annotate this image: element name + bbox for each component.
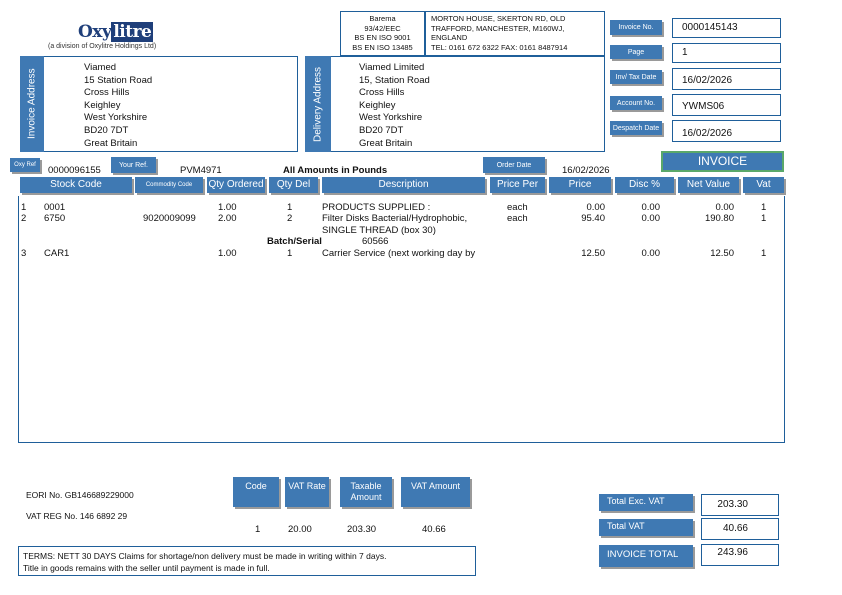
invoice-address-line: BD20 7DT bbox=[84, 124, 129, 136]
account-label: Account No. bbox=[610, 96, 662, 110]
delivery-address-line: West Yorkshire bbox=[359, 112, 423, 124]
invoice-no-label: Invoice No. bbox=[610, 20, 662, 35]
col-disc: Disc % bbox=[615, 177, 674, 193]
vat-amount-label: VAT Amount bbox=[401, 477, 470, 507]
invoice-address-line: Viamed bbox=[84, 62, 117, 73]
your-ref-value: PVM4971 bbox=[180, 165, 222, 176]
delivery-address-line: 15, Station Road bbox=[359, 74, 430, 86]
vat-rate-label: VAT Rate bbox=[285, 477, 329, 507]
invoice-address-line: West Yorkshire bbox=[84, 112, 148, 124]
row-line: 2 bbox=[21, 213, 27, 224]
row-net-value: 190.80 bbox=[704, 213, 734, 224]
col-qty-del: Qty Del bbox=[269, 177, 318, 193]
order-date-label: Order Date bbox=[483, 157, 545, 173]
row-stock-code: 6750 bbox=[44, 213, 66, 224]
row-qty-del: 1 bbox=[287, 202, 293, 213]
row-net-value: 0.00 bbox=[715, 202, 734, 213]
delivery-address-line: Keighley bbox=[359, 99, 396, 111]
row-description: Carrier Service (next working day by bbox=[322, 248, 476, 259]
eori-number: EORI No. GB146689229000 bbox=[26, 490, 134, 500]
total-exc-vat-value: 203.30 bbox=[701, 494, 779, 516]
taxable-amount-value: 203.30 bbox=[347, 524, 377, 535]
col-price-per: Price Per bbox=[490, 177, 545, 193]
delivery-address-line: Cross Hills bbox=[359, 87, 405, 99]
tax-date-value: 16/02/2026 bbox=[672, 68, 781, 90]
total-vat-value: 40.66 bbox=[701, 518, 779, 540]
invoice-no-value: 0000145143 bbox=[672, 18, 781, 38]
invoice-address-line: 15 Station Road bbox=[84, 74, 153, 86]
address-line: MORTON HOUSE, SKERTON RD, OLD bbox=[431, 14, 566, 23]
row-price: 95.40 bbox=[581, 213, 605, 224]
row-price-per: each bbox=[507, 202, 528, 213]
col-qty-ordered: Qty Ordered bbox=[207, 177, 265, 193]
certification-lines bbox=[340, 14, 425, 52]
invoice-total-label: INVOICE TOTAL bbox=[599, 545, 693, 567]
batch-serial-label: Batch/Serial bbox=[267, 236, 322, 247]
taxable-amount-label: Taxable Amount bbox=[340, 477, 392, 507]
col-net-value: Net Value bbox=[678, 177, 739, 193]
row-line: 3 bbox=[21, 248, 27, 259]
row-stock-code: CAR1 bbox=[44, 248, 70, 259]
row-qty-del: 2 bbox=[287, 213, 293, 224]
vat-amount-value: 40.66 bbox=[422, 524, 446, 535]
row-qty-ordered: 1.00 bbox=[218, 202, 237, 213]
order-date-value: 16/02/2026 bbox=[562, 165, 610, 176]
our-ref-label: Oxy Ref bbox=[10, 158, 40, 172]
vat-reg-number: VAT REG No. 146 6892 29 bbox=[26, 511, 128, 521]
company-address bbox=[431, 14, 567, 52]
total-exc-vat-label: Total Exc. VAT bbox=[599, 494, 693, 511]
account-value: YWMS06 bbox=[672, 94, 781, 116]
delivery-address-line: Great Britain bbox=[359, 137, 413, 149]
row-description-line2: SINGLE THREAD (box 30) bbox=[322, 225, 436, 236]
invoice-address-line: Great Britain bbox=[84, 137, 138, 149]
delivery-address-lines bbox=[359, 62, 430, 150]
our-ref-value: 0000096155 bbox=[48, 165, 101, 176]
row-stock-code: 0001 bbox=[44, 202, 66, 213]
your-ref-label: Your Ref. bbox=[111, 157, 156, 173]
col-commodity-code: Commodity Code bbox=[135, 177, 203, 193]
despatch-date-value: 16/02/2026 bbox=[672, 120, 781, 142]
currency-note: All Amounts in Pounds bbox=[283, 165, 388, 176]
row-price: 12.50 bbox=[581, 248, 605, 259]
total-vat-label: Total VAT bbox=[599, 519, 693, 536]
invoice-address-line: Keighley bbox=[84, 99, 121, 111]
col-stock-code: Stock Code bbox=[20, 177, 132, 193]
vat-code-label: Code bbox=[233, 477, 279, 507]
invoice-address-line: Cross Hills bbox=[84, 87, 130, 99]
invoice-address-label: Invoice Address bbox=[26, 68, 38, 140]
tel-fax-line: TEL: 0161 672 6322 FAX: 0161 8487914 bbox=[431, 42, 568, 52]
invoice-address-lines bbox=[84, 62, 152, 150]
delivery-address-line: BD20 7DT bbox=[359, 124, 404, 136]
row-net-value: 12.50 bbox=[710, 248, 734, 259]
cert-line: BS EN ISO 13485 bbox=[352, 42, 413, 52]
logo-text: Oxy litre bbox=[78, 22, 152, 42]
vat-code-value: 1 bbox=[255, 524, 261, 535]
tax-date-label: Inv/ Tax Date bbox=[610, 70, 662, 84]
page-value: 1 bbox=[672, 43, 781, 63]
row-qty-del: 1 bbox=[287, 248, 293, 259]
address-line: ENGLAND bbox=[431, 33, 468, 42]
row-vat: 1 bbox=[761, 213, 767, 224]
page-label: Page bbox=[610, 45, 662, 59]
cert-line: 93/42/EEC bbox=[364, 23, 401, 33]
row-price-per: each bbox=[507, 213, 528, 224]
row-vat: 1 bbox=[761, 202, 767, 213]
row-vat: 1 bbox=[761, 248, 767, 259]
terms-line-2: Title in goods remains with the seller until payment is made in full. bbox=[23, 563, 270, 573]
col-price: Price bbox=[549, 177, 611, 193]
vat-rate-value: 20.00 bbox=[288, 524, 312, 535]
cert-line: BS EN ISO 9001 bbox=[354, 33, 411, 42]
doc-type-badge: INVOICE bbox=[661, 151, 784, 172]
address-line: TRAFFORD, MANCHESTER, M160WJ, bbox=[431, 23, 565, 33]
row-description: Filter Disks Bacterial/Hydrophobic, bbox=[322, 213, 468, 224]
row-qty-ordered: 1.00 bbox=[218, 248, 237, 259]
cert-line: Barema bbox=[369, 14, 396, 23]
delivery-address-box bbox=[305, 56, 605, 152]
row-disc: 0.00 bbox=[641, 213, 660, 224]
invoice-address-box bbox=[20, 56, 298, 152]
row-commodity-code: 9020009099 bbox=[143, 213, 196, 224]
row-disc: 0.00 bbox=[641, 248, 660, 259]
terms-line-1: TERMS: NETT 30 DAYS Claims for shortage/non delivery must be made in writing within 7 days. bbox=[23, 551, 387, 561]
logo-subtitle: (a division of Oxylitre Holdings Ltd) bbox=[48, 43, 157, 50]
company-logo bbox=[78, 22, 153, 42]
batch-serial-value: 60566 bbox=[362, 236, 389, 247]
row-line: 1 bbox=[21, 202, 27, 213]
row-description: PRODUCTS SUPPLIED : bbox=[322, 202, 431, 213]
col-description: Description bbox=[322, 177, 485, 193]
delivery-address-label: Delivery Address bbox=[312, 66, 324, 142]
invoice-total-value: 243.96 bbox=[701, 544, 779, 566]
row-qty-ordered: 2.00 bbox=[218, 213, 237, 224]
col-vat: Vat bbox=[743, 177, 784, 193]
despatch-date-label: Despatch Date bbox=[610, 121, 662, 135]
row-disc: 0.00 bbox=[641, 202, 660, 213]
row-price: 0.00 bbox=[586, 202, 605, 213]
delivery-address-line: Viamed Limited bbox=[359, 62, 425, 73]
